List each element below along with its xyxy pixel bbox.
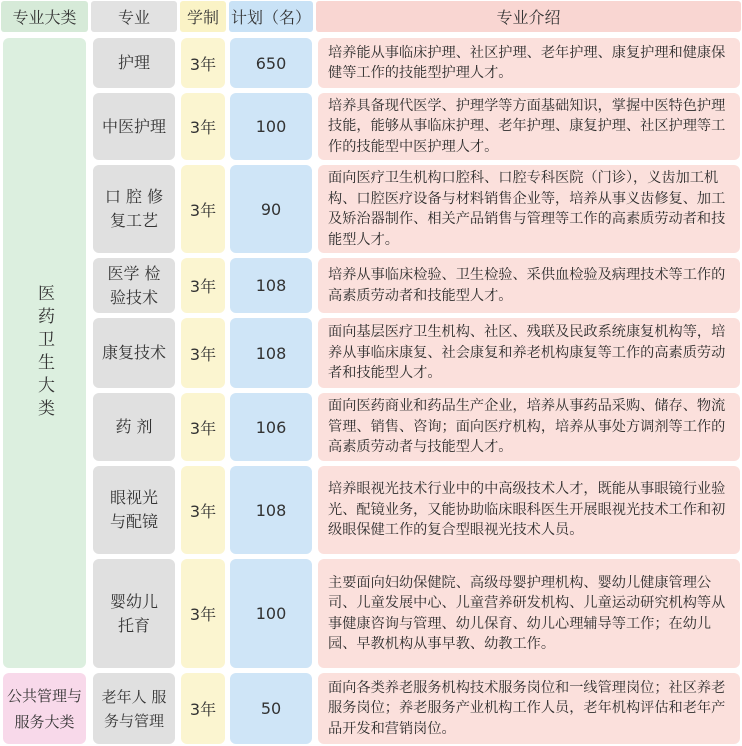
row-major: 婴幼儿 托育	[93, 559, 175, 668]
row-major: 口 腔 修复工艺	[93, 165, 175, 253]
row-plan: 106	[230, 393, 312, 461]
header-plan: 计划（名）	[229, 1, 313, 32]
row-years: 3年	[181, 93, 225, 160]
row-plan: 90	[230, 165, 312, 253]
row-major: 康复技术	[93, 318, 175, 388]
row-major: 眼视光 与配镜	[93, 466, 175, 554]
row-major: 中医护理	[93, 93, 175, 160]
category-medical	[3, 38, 86, 668]
row-plan: 100	[230, 559, 312, 668]
row-plan: 50	[230, 673, 312, 744]
row-major: 药 剂	[93, 393, 175, 461]
row-years: 3年	[181, 673, 225, 744]
header-intro: 专业介绍	[316, 1, 741, 32]
category-public-service: 公共管理与服务大类	[3, 673, 86, 744]
header-major: 专业	[91, 1, 177, 32]
row-intro: 面向基层医疗卫生机构、社区、残联及民政系统康复机构等，培养从事临床康复、社会康复和养老机构康复等工作的高素质劳动者和技能型人才。	[318, 318, 740, 388]
row-plan: 650	[230, 38, 312, 88]
row-intro: 培养能从事临床护理、社区护理、老年护理、康复护理和健康保健等工作的技能型护理人才。	[318, 38, 740, 88]
row-intro: 培养具备现代医学、护理学等方面基础知识，掌握中医特色护理技能，能够从事临床护理、老年护理、康复护理、社区护理等工作的技能型中医护理人才。	[318, 93, 740, 160]
row-intro: 培养眼视光技术行业中的中高级技术人才，既能从事眼镜行业验光、配镜业务，又能协助临床眼科医生开展眼视光技术工作和初级眼保健工作的复合型眼视光技术人员。	[318, 466, 740, 554]
row-years: 3年	[181, 393, 225, 461]
row-intro: 面向各类养老服务机构技术服务岗位和一线管理岗位；社区养老服务岗位；养老服务产业机构工作人员，老年机构评估和老年产品开发和营销岗位。	[318, 673, 740, 744]
row-major: 医学 检验技术	[93, 258, 175, 313]
header-years: 学制	[180, 1, 226, 32]
header-category: 专业大类	[1, 1, 88, 32]
row-years: 3年	[181, 318, 225, 388]
row-plan: 108	[230, 318, 312, 388]
row-plan: 108	[230, 258, 312, 313]
category-medical-label: 医药卫生大类	[34, 284, 54, 422]
row-major: 护理	[93, 38, 175, 88]
row-intro: 面向医疗卫生机构口腔科、口腔专科医院（门诊），义齿加工机构、口腔医疗设备与材料销售企业等，培养从事义齿修复、加工及矫治器制作、相关产品销售与管理等工作的高素质劳动者和技能型人才。	[318, 165, 740, 253]
row-plan: 108	[230, 466, 312, 554]
row-years: 3年	[181, 559, 225, 668]
row-years: 3年	[181, 466, 225, 554]
row-years: 3年	[181, 165, 225, 253]
row-plan: 100	[230, 93, 312, 160]
row-years: 3年	[181, 258, 225, 313]
row-intro: 主要面向妇幼保健院、高级母婴护理机构、婴幼儿健康管理公司、儿童发展中心、儿童营养研发机构、儿童运动研究机构等从事健康咨询与管理、幼儿保育、幼儿心理辅导等工作；在幼儿园、早教机构从事早教、幼教工作。	[318, 559, 740, 668]
row-intro: 面向医药商业和药品生产企业，培养从事药品采购、储存、物流管理、销售、咨询；面向医疗机构，培养从事处方调剂等工作的高素质劳动者与技能型人才。	[318, 393, 740, 461]
row-intro: 培养从事临床检验、卫生检验、采供血检验及病理技术等工作的高素质劳动者和技能型人才。	[318, 258, 740, 313]
row-years: 3年	[181, 38, 225, 88]
row-major: 老年人 服务与管理	[93, 673, 175, 744]
